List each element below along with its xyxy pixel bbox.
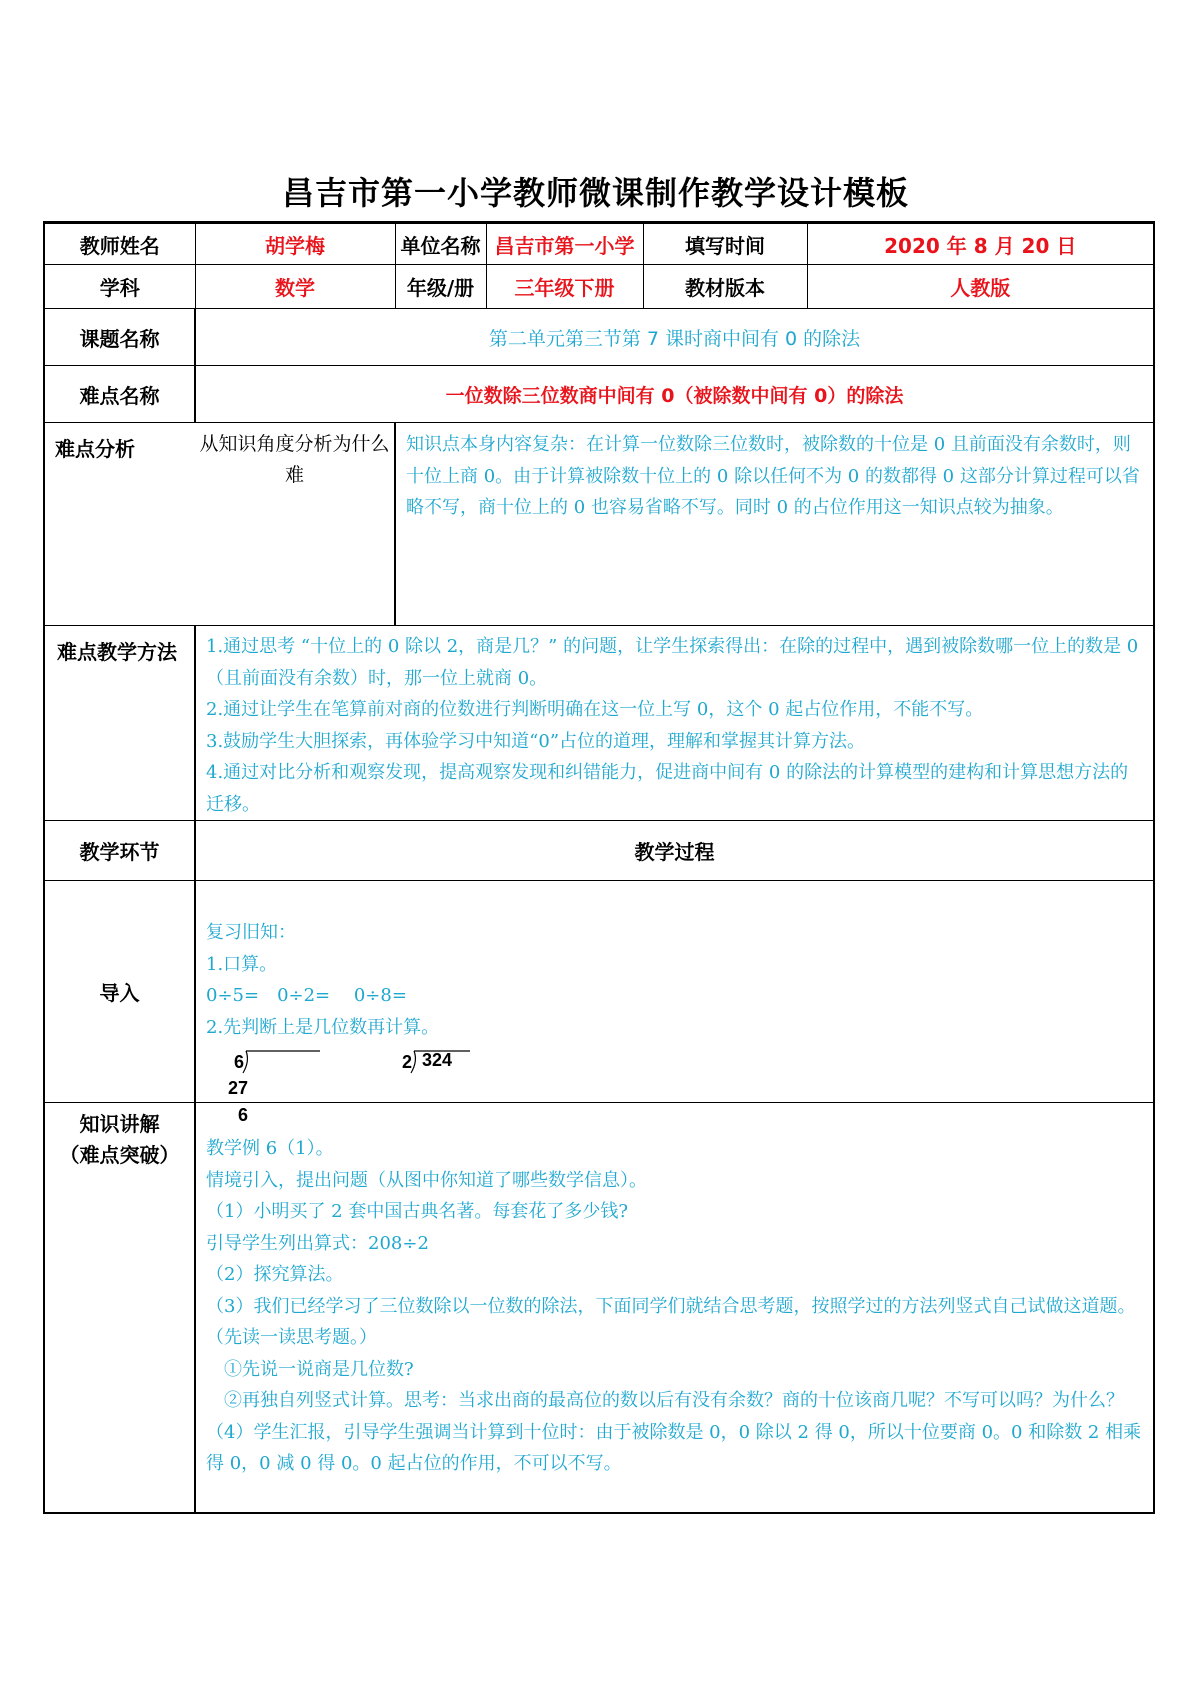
- division-a-dividend: 27: [228, 1078, 249, 1098]
- method-item: 4.通过对比分析和观察发现，提高观察发现和纠错能力，促进商中间有 0 的除法的计算模型的建构和计算思想方法的迁移。: [206, 762, 1129, 815]
- analysis-text: 知识点本身内容复杂：在计算一位数除三位数时，被除数的十位是 0 且前面没有余数时，则十位上商 0。由于计算被除数十位上的 0 除以任何不为 0 的数都得 0 这部分计算过程可以省略不写，商十位上的 0 也容易省略不写。同时 0 的占位作用这一知识点较为抽象。: [395, 423, 1154, 626]
- explain-label: [44, 1103, 195, 1513]
- intro-line: 复习旧知：: [206, 922, 296, 943]
- difficulty-value: 一位数除三位数商中间有 0（被除数中间有 0）的除法: [195, 366, 1154, 423]
- methods-row: [44, 626, 1154, 821]
- page-title: 昌吉市第一小学教师微课制作教学设计模板: [281, 174, 909, 212]
- explain-label-main: 知识讲解: [79, 1112, 160, 1136]
- explain-line: （1）小明买了 2 套中国古典名著。每套花了多少钱?: [206, 1201, 628, 1222]
- info-row-2: [44, 265, 1154, 309]
- division-a-bracket: [240, 1047, 320, 1077]
- division-a-below: 6: [238, 1105, 249, 1125]
- explain-line: 引导学生列出算式：208÷2: [206, 1232, 429, 1254]
- teacher-name-value: 胡学梅: [195, 223, 395, 265]
- process-header-value: 教学过程: [195, 821, 1154, 881]
- explain-line: 情境引入，提出问题（从图中你知道了哪些数学信息）。: [206, 1169, 647, 1191]
- edition-value: 人教版: [807, 265, 1154, 309]
- teacher-name-label: 教师姓名: [44, 223, 195, 265]
- intro-line: 1.口算。: [206, 953, 278, 975]
- analysis-row: [44, 423, 1154, 626]
- method-item: 1.通过思考 “十位上的 0 除以 2，商是几？” 的问题，让学生探索得出：在除的过程中，遇到被除数哪一位上的数是 0（且前面没有余数）时，那一位上就商 0。: [206, 636, 1139, 689]
- explain-content: [195, 1103, 1154, 1513]
- division-a-divisor: 6: [234, 1052, 245, 1072]
- topic-value: 第二单元第三节第 7 课时商中间有 0 的除法: [195, 309, 1154, 366]
- intro-row: [44, 881, 1154, 1103]
- explain-label-sub: （难点突破）: [59, 1143, 180, 1167]
- division-b-divisor: 2: [402, 1052, 413, 1072]
- explain-row: [44, 1103, 1154, 1513]
- unit-name-label: 单位名称: [395, 223, 486, 265]
- subject-label: 学科: [44, 265, 195, 309]
- grade-label: 年级/册: [395, 265, 486, 309]
- methods-content: [195, 626, 1154, 821]
- difficulty-row: [44, 366, 1154, 423]
- method-item: 3.鼓励学生大胆探索，再体验学习中知道“0”占位的道理，理解和掌握其计算方法。: [206, 730, 866, 752]
- explain-line: （2）探究算法。: [206, 1264, 344, 1285]
- unit-name-value: 昌吉市第一小学: [486, 223, 643, 265]
- difficulty-label: 难点名称: [44, 366, 195, 423]
- methods-label: 难点教学方法: [44, 626, 195, 821]
- intro-content: [195, 881, 1154, 1103]
- subject-value: 数学: [195, 265, 395, 309]
- method-item: 2.通过让学生在笔算前对商的位数进行判断明确在这一位上写 0，这个 0 起占位作用，不能不写。: [206, 699, 984, 720]
- topic-label: 课题名称: [44, 309, 195, 366]
- explain-line: ①先说一说商是几位数?: [206, 1358, 414, 1380]
- analysis-label: 难点分析: [44, 423, 195, 626]
- fill-date-value: 2020 年 8 月 20 日: [807, 223, 1154, 265]
- topic-row: [44, 309, 1154, 366]
- intro-line: 2.先判断上是几位数再计算。: [206, 1016, 440, 1038]
- intro-label: 导入: [44, 881, 195, 1103]
- lesson-design-table: [43, 221, 1155, 1514]
- fill-date-label: 填写时间: [643, 223, 807, 265]
- division-b-dividend: 324: [422, 1050, 453, 1070]
- long-division-examples: [206, 1047, 1143, 1098]
- explain-line: （4）学生汇报，引导学生强调当计算到十位时：由于被除数是 0，0 除以 2 得 0，所以十位要商 0。0 和除数 2 相乘得 0，0 减 0 得 0。0 起占位的作用，不可以不写。: [206, 1421, 1142, 1474]
- process-header-label: 教学环节: [44, 821, 195, 881]
- grade-value: 三年级下册: [486, 265, 643, 309]
- explain-line: 教学例 6（1）。: [206, 1138, 334, 1159]
- info-row-1: [44, 223, 1154, 265]
- explain-line: ②再独自列竖式计算。思考：当求出商的最高位的数以后有没有余数？商的十位该商几呢？不写可以吗？为什么？: [206, 1390, 1124, 1411]
- analysis-sub-label: 从知识角度分析为什么难: [195, 423, 395, 626]
- edition-label: 教材版本: [643, 265, 807, 309]
- process-header-row: [44, 821, 1154, 881]
- explain-line: （3）我们已经学习了三位数除以一位数的除法，下面同学们就结合思考题，按照学过的方法列竖式自己试做这道题。（先读一读思考题。）: [206, 1295, 1136, 1348]
- intro-line: 0÷5= 0÷2= 0÷8=: [206, 985, 407, 1006]
